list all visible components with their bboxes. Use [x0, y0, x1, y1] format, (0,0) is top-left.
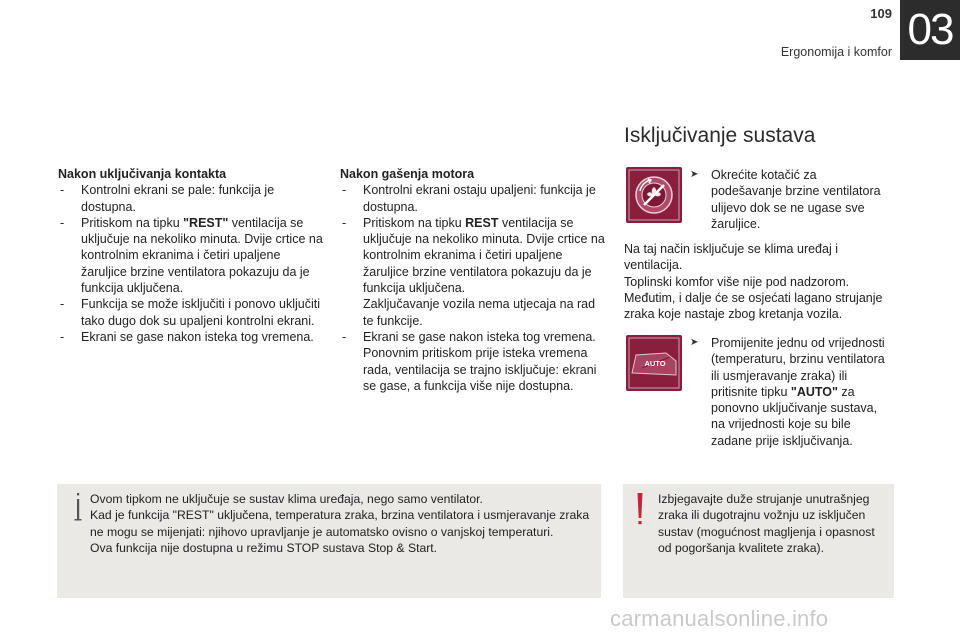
list-item: - Ekrani se gase nakon isteka tog vremena. Ponovnim pritiskom prije isteka vremena rada, ventilacija se trajno isključuje: ekrani se gase, a funkcija više nije dostupna. [340, 329, 605, 394]
watermark: carmanualsonline.info [610, 606, 829, 631]
chapter-tab: 03 [900, 0, 960, 60]
middle-column-list [340, 182, 605, 394]
left-column-title: Nakon uključivanja kontakta [58, 167, 227, 181]
list-item: - Ekrani se gase nakon isteka tog vremena. [58, 329, 328, 345]
auto-button-icon [626, 335, 682, 391]
list-item: - Pritiskom na tipku "REST" ventilacija se uključuje na nekoliko minuta. Dvije crtice na kontrolnim ekranima i četiri upaljene žaruljice brzine ventilatora pokazuju da je funkcija uključena. [58, 215, 328, 296]
left-column-list [58, 182, 328, 345]
left-column [58, 166, 328, 345]
middle-column [340, 166, 605, 394]
info-paragraph: Na taj način isključuje se klima uređaj i ventilacija. Toplinski komfor više nije pod nadzorom. Međutim, i dalje će se osjećati lagano strujanje zraka koje nastaje zbog kretanja vozila. [624, 242, 883, 322]
list-item: - Kontrolni ekrani se pale: funkcija je dostupna. [58, 182, 328, 215]
list-item: - Kontrolni ekrani ostaju upaljeni: funkcija je dostupna. [340, 182, 605, 215]
warning-icon [633, 492, 647, 528]
page-number: 109 [870, 6, 892, 21]
step-1: ➤ Okrećite kotačić za podešavanje brzine ventilatora ulijevo dok se ne ugase sve žaruljice. [690, 168, 881, 231]
fan-knob-icon [626, 167, 682, 223]
list-item: - Funkcija se može isključiti i ponovo uključiti tako dugo dok su upaljeni kontrolni ekrani. [58, 296, 328, 329]
warning-box [623, 484, 894, 598]
section-title: Ergonomija i komfor [780, 45, 892, 59]
warning-box-text: Izbjegavajte duže strujanje unutrašnjeg zraka ili dugotrajnu vožnju uz isključen sustav (mogućnost magljenja i opasnost od pogoršanja kvalitete zraka). [658, 492, 875, 555]
step-2: ➤ Promijenite jednu od vrijednosti (temperaturu, brzinu ventilatora ili usmjeravanje zraka) ili pritisnite tipku "AUTO" za ponovno uključivanje sustava, na vrijednosti koje su bile zadane prije isključivanja. [690, 336, 885, 448]
info-box [57, 484, 601, 598]
list-item: - Pritiskom na tipku REST ventilacija se uključuje na nekoliko minuta. Dvije crtice na kontrolnim ekranima i četiri upaljene žaruljice brzine ventilatora pokazuju da je funkcija uključena. Zaključavanje vozila nema utjecaja na rad te funkcije. [340, 215, 605, 329]
info-box-text: Ovom tipkom ne uključuje se sustav klima uređaja, nego samo ventilator. Kad je funkcija "REST" uključena, temperatura zraka, brzina ventilatora i usmjeravanje zraka ne mogu se mijenjati: njihovo upravljanje je automatsko ovisno o vanjskoj temperaturi. Ova funkcija nije dostupna u režimu STOP sustava Stop & Start. [90, 492, 590, 555]
svg-text:AUTO: AUTO [644, 359, 666, 368]
info-icon [71, 492, 85, 522]
page-heading: Isključivanje sustava [624, 124, 816, 147]
arrow-bullet-icon: ➤ [690, 169, 699, 180]
middle-column-title: Nakon gašenja motora [340, 167, 475, 181]
arrow-bullet-icon: ➤ [690, 337, 699, 348]
